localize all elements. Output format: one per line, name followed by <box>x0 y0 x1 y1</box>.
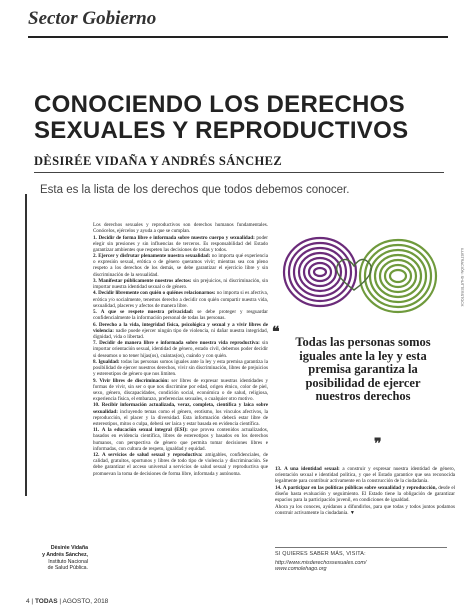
right-item <box>93 322 268 340</box>
right-lead: A participar en las políticas públicas sobre sexualidad y reproducción, <box>282 484 437 491</box>
article-authors: DÈSIRÉE VIDAÑA Y ANDRÉS SÁNCHEZ <box>34 154 283 168</box>
right-lead: Recibir información actualizada, veraz, completa, científica y laica sobre sexualidad: <box>93 402 269 415</box>
right-lead: A que se respete nuestra privacidad: <box>100 309 194 316</box>
right-lead: Manifestar públicamente nuestros afectos: <box>98 277 192 284</box>
credit-line-1: Dèsirée Vidaña <box>50 545 88 551</box>
right-item <box>93 340 268 358</box>
right-lead: Decidir de forma libre e informada sobre nuestro cuerpo y sexualidad: <box>98 234 255 241</box>
more-info-label: SI QUIERES SABER MÁS, VISITA: <box>275 551 366 557</box>
article-subtitle: Esta es la lista de los derechos que todos debemos conocer. <box>40 184 350 196</box>
credit-line-3: Instituto Nacional <box>48 558 88 565</box>
right-text: sin importar orientación sexual, identidad de género, estado civil, debemos poder decidir si deseamos o no tener hijas(os), cuántas(os), cuándo y con quién. <box>93 340 268 359</box>
authors-rule <box>34 172 444 173</box>
page-footer: 4 | TODAS | AGOSTO, 2018 <box>26 598 109 605</box>
right-item <box>275 466 455 484</box>
right-text: no importa qué experiencia o expresión sexual, erótica o de género queramos vivir; mientras sea con pleno respeto a los derechos de los demás, se debe garantizar el ejercicio libre y sin discriminación de la sexualidad. <box>93 253 268 278</box>
right-lead: Decidir libremente con quién o quiénes relacionarnos: <box>98 290 216 297</box>
intro-paragraph: Los derechos sexuales y reproductivos son derechos humanos fundamentales. Conócelos, ejércelos y ayuda a que se cumplan. <box>93 222 268 235</box>
right-text: a construir y expresar nuestra identidad de género, orientación sexual e identidad política, y que el Estado garantice que sea reconocida legalmente para contribuir activamente en la construcción de la ciudadanía. <box>275 466 455 485</box>
right-item <box>93 278 268 290</box>
body-column-1 <box>93 222 268 477</box>
right-number: 13. <box>275 466 282 472</box>
right-item <box>93 309 268 321</box>
right-item <box>93 359 268 377</box>
right-item <box>93 290 268 308</box>
credit-line-4: de Salud Pública. <box>47 565 88 572</box>
body-column-2 <box>275 466 455 516</box>
right-number: 2. <box>93 253 97 260</box>
page-number: 4 <box>26 598 30 605</box>
right-number: 8. <box>93 358 97 365</box>
right-lead: Decidir de manera libre e informada sobre nuestra vida reproductiva: <box>99 340 260 347</box>
right-number: 12. <box>93 452 100 459</box>
right-text: nadie puede ejercer ningún tipo de violencia, ni dañar nuestra integridad, dignidad, vida o libertad. <box>93 327 268 340</box>
right-text: que provea contenidos actualizados, basados en evidencia científica, libres de estereotipos y basados en los derechos humanos, con perspectiva de género que permita tomar decisiones libres e informadas, con cultura de respeto, igualdad y equidad. <box>93 427 268 452</box>
right-text: se debe proteger y resguardar confidencialmente la información personal de todas las personas. <box>93 309 268 322</box>
issue-date: AGOSTO, 2018 <box>62 598 109 605</box>
right-number: 10. <box>93 402 100 409</box>
illustration-credit: ILUSTRACIÓN: SHUTTERSTOCK <box>460 248 464 307</box>
right-number: 7. <box>93 340 97 347</box>
right-text: sin prejuicios, ni discriminación, sin importar nuestra identidad sexual o de género. <box>93 277 268 291</box>
right-number: 14. <box>275 484 282 491</box>
right-text: no importa si es afectiva, erótica y/o socialmente, tenemos derecho a decidir con quién compartir nuestra vida, sexualidad, placeres y afectos de manera libre. <box>93 290 268 309</box>
right-number: 11. <box>93 427 100 434</box>
quote-close-icon: ❞ <box>374 437 382 452</box>
right-text: amigables, confidenciales, de calidad, gratuitos, oportunos y libres de todo tipo de violencia y discriminación. Se debe garantizar el acceso universal a servicios de salud sexual y reproductiva que promuevan la toma de decisiones de forma libre, informada y autónoma. <box>93 452 268 477</box>
right-number: 4. <box>93 290 97 297</box>
closing-paragraph: Ahora ya los conoces, ayúdanos a difundirlos, para que todas y todos juntos podamos construir activamente la ciudadanía. ▼ <box>275 503 455 516</box>
right-number: 6. <box>93 321 97 328</box>
right-number: 1. <box>93 234 97 241</box>
right-number: 9. <box>93 377 97 384</box>
article-title: CONOCIENDO LOS DERECHOS SEXUALES Y REPRODUCTIVOS <box>34 91 409 144</box>
right-lead: A una identidad sexual: <box>284 466 340 472</box>
right-item <box>93 402 268 427</box>
right-lead: A servicios de salud sexual y reproductiva: <box>102 452 203 459</box>
purple-fingerprint-icon <box>284 238 356 306</box>
right-text: todas las personas somos iguales ante la ley y esta premisa garantiza la posibilidad de ejercer nuestros derechos, vivir sin discriminación, libres de prejuicios y estereotipos de género que nos limiten. <box>93 358 268 378</box>
right-number: 5. <box>93 309 97 316</box>
right-text: poder elegir sin presiones y sin influencias de terceros. Es responsabilidad del Estado garantizar ambientes que respeten las decisiones de todas y todos. <box>93 234 268 253</box>
more-info-link-2[interactable]: www.comolehago.org <box>275 566 327 572</box>
pull-quote: Todas las personas somos iguales ante la ley y esta premisa garantiza la posibilidad de ejercer nuestros derechos <box>295 335 431 403</box>
section-title: Sector Gobierno <box>28 8 157 29</box>
right-lead: Ejercer y disfrutar plenamente nuestra sexualidad: <box>98 253 211 260</box>
right-item <box>93 452 268 477</box>
more-info-rule <box>275 547 447 548</box>
green-fingerprint-icon <box>360 240 436 312</box>
credit-line-2: y Andrés Sánchez, <box>42 551 88 558</box>
right-number: 3. <box>93 277 97 284</box>
sidebar-rule <box>25 194 27 496</box>
right-item <box>93 427 268 452</box>
right-lead: Vivir libres de discriminación: <box>99 377 169 384</box>
more-info-links <box>275 560 366 572</box>
quote-open-icon: ❝ <box>272 325 280 340</box>
header-rule <box>28 36 448 38</box>
magazine-name: TODAS <box>34 598 58 605</box>
right-item <box>275 485 455 503</box>
right-text: desde el diseño hasta evaluación y seguimiento. El Estado tiene la obligación de garantizar espacios para la participación juvenil, en condiciones de igualdad. <box>275 484 455 504</box>
right-text: incluyendo temas como el género, erotismo, los vínculos afectivos, la reproducción, el placer y la diversidad. Esta información deberá estar libre de estereotipos, mitos o culpa, deberá ser laica y estar basada en evidencia científica. <box>93 408 268 427</box>
right-item <box>93 235 268 253</box>
fingerprints-illustration <box>262 228 462 318</box>
right-lead: A la educación sexual integral (ESI): <box>101 427 188 434</box>
right-item <box>93 378 268 403</box>
right-lead: Igualdad: <box>98 358 120 365</box>
right-lead: Derecho a la vida, integridad física, psicológica y sexual y a vivir libres de violencia: <box>93 321 268 334</box>
more-info-link-1[interactable]: http://www.misderechossexuales.com/ <box>275 560 367 566</box>
right-item <box>93 253 268 278</box>
right-text: ser libres de expresar nuestras identidades y formas de vivir, sin ser o que nos discrimine por edad, origen étnico, color de piel, sexo, género, discapacidades, condición social, económica o de salud, religiosa, experiencia física, el embarazo, preferencias sexuales, o cualquier otro motivo. <box>93 377 268 403</box>
author-credit <box>30 545 88 572</box>
